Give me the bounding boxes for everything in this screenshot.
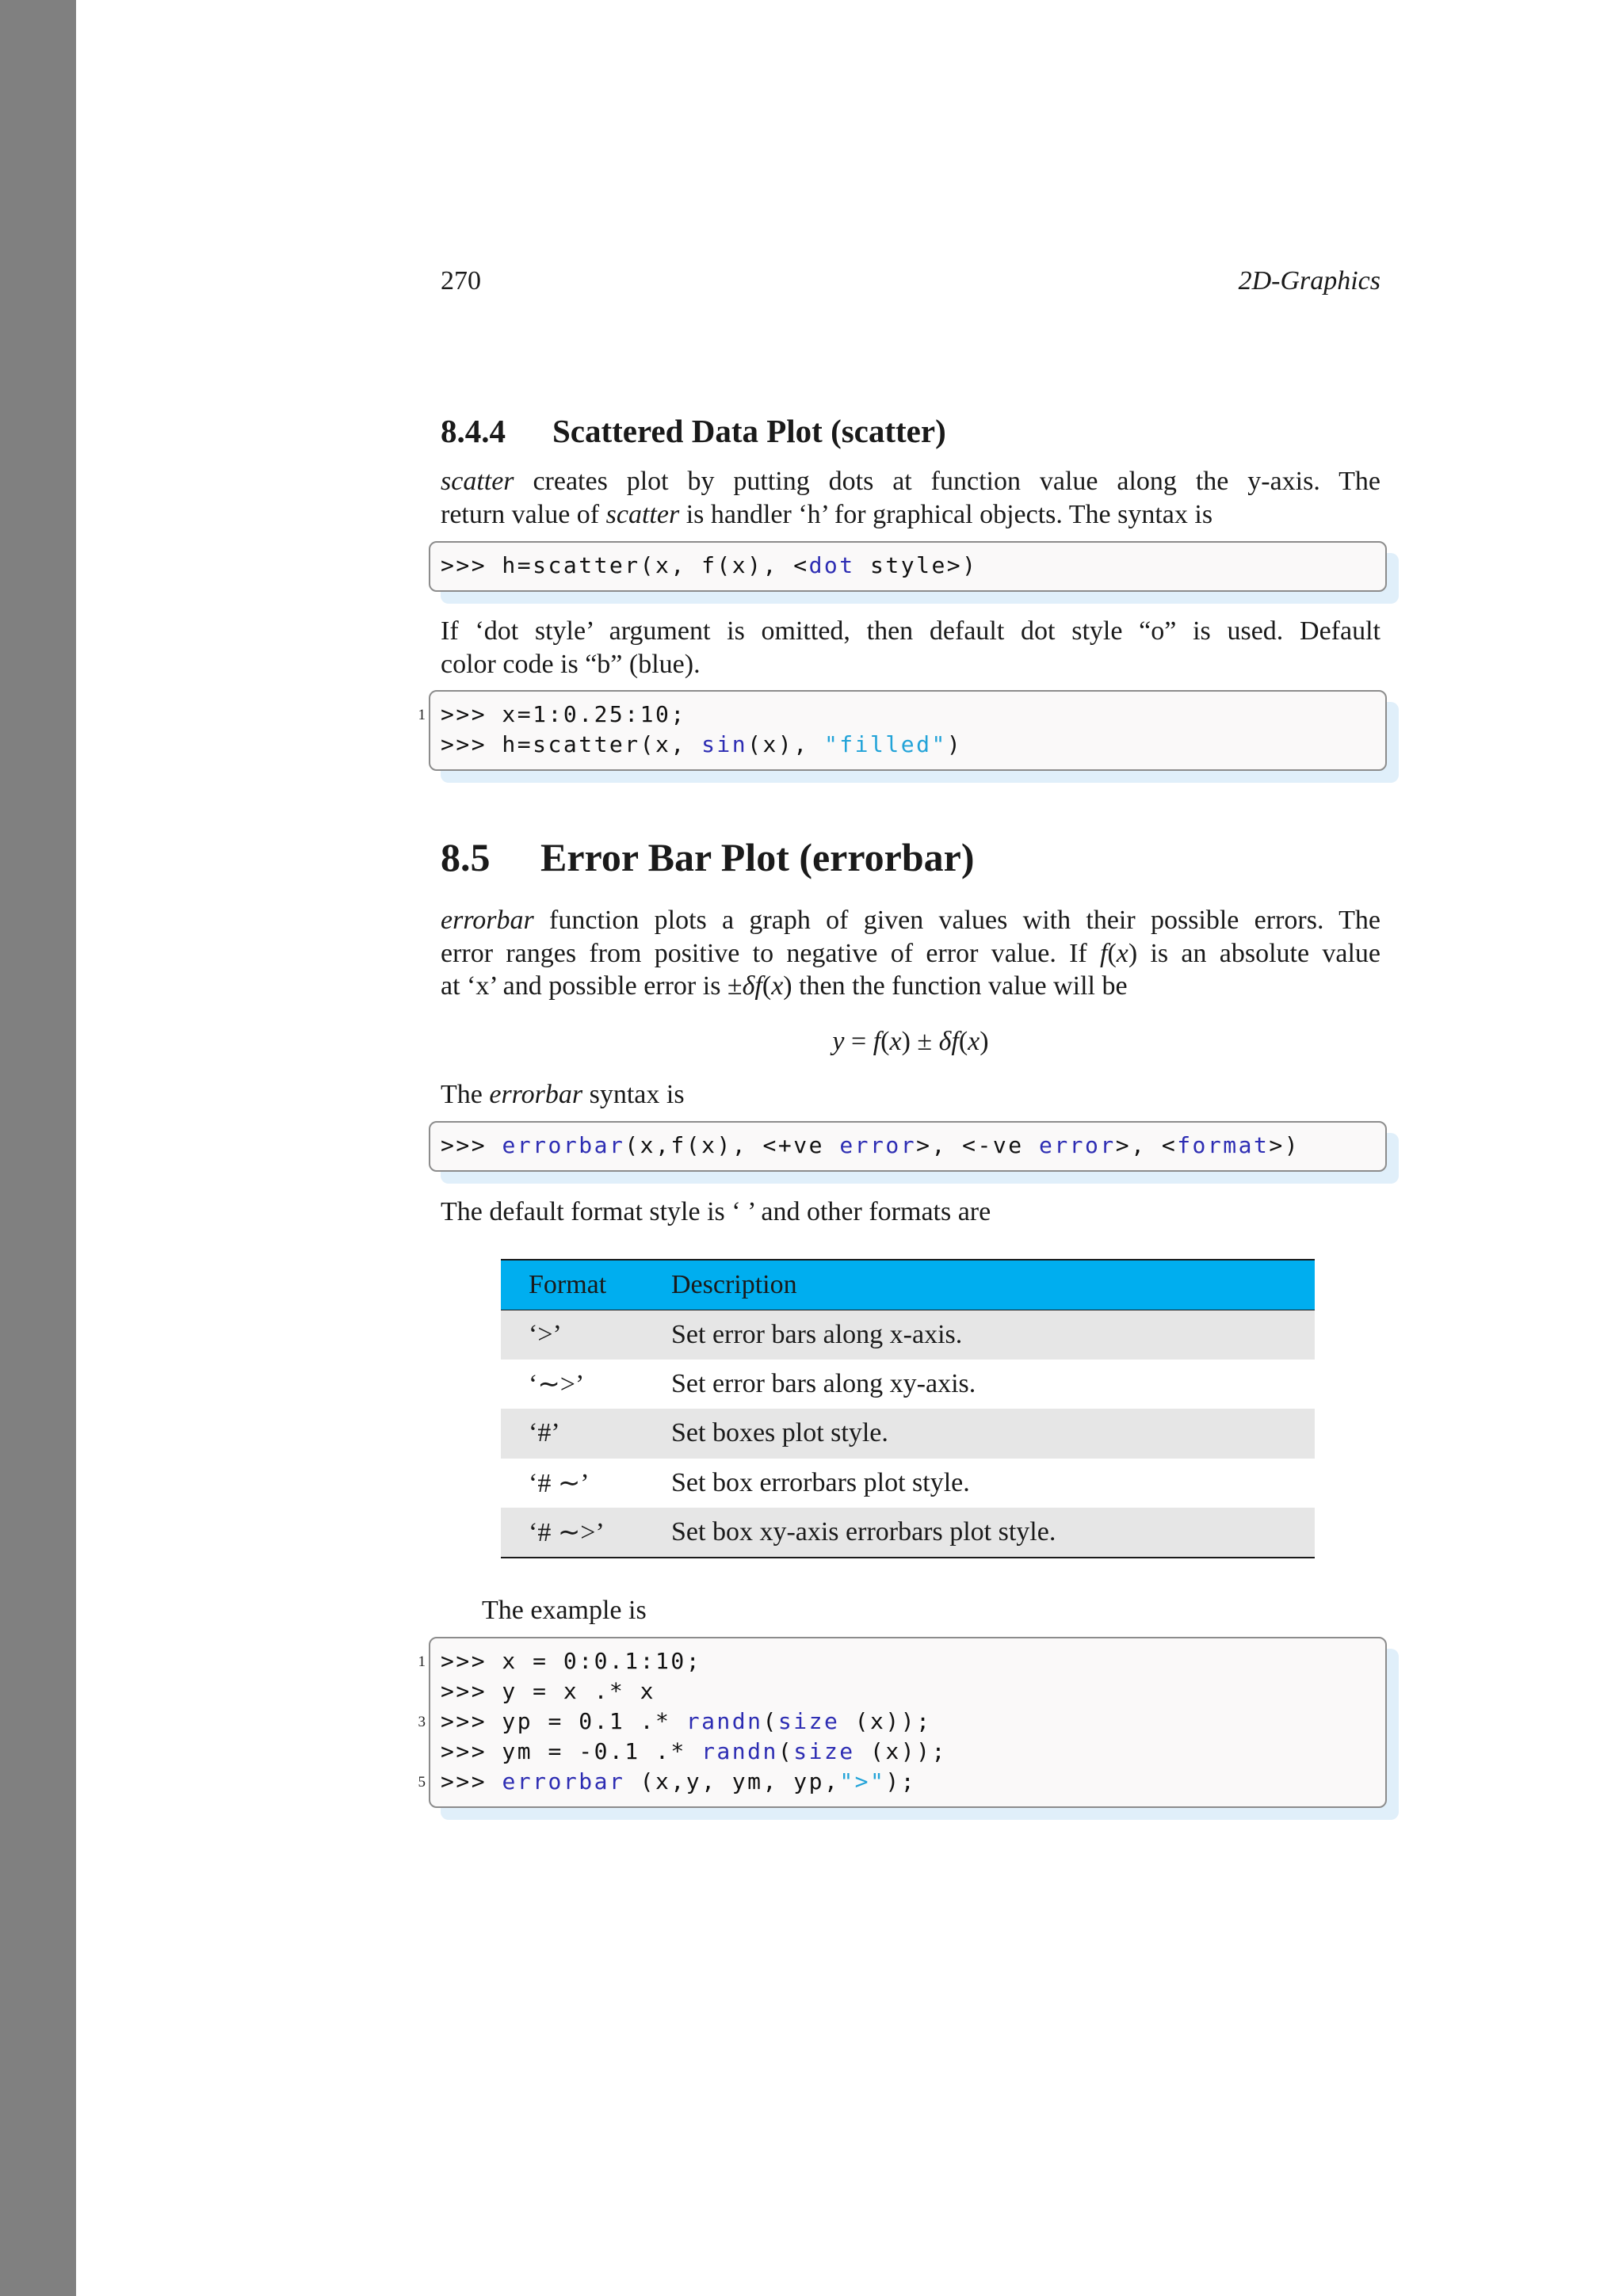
code-line <box>441 1676 1385 1707</box>
text-run: ( <box>880 1027 890 1056</box>
code-line <box>418 1767 1385 1797</box>
text-run: ( <box>958 1027 968 1056</box>
format-cell: ‘#’ <box>529 1418 560 1448</box>
code-string: ">" <box>839 1768 886 1794</box>
section-heading-scatter <box>441 412 946 450</box>
text-run: The <box>441 1080 490 1109</box>
code-text: >>> x=1:0.25:10; <box>441 701 686 727</box>
code-keyword: randn <box>701 1738 778 1764</box>
text-run: The default format style is ‘ ’ and other formats are <box>441 1197 991 1226</box>
code-line <box>441 1737 1385 1767</box>
text-run: ) then the function value will be <box>783 971 1128 1001</box>
code-line <box>418 1646 1385 1676</box>
description-cell: Set box errorbars plot style. <box>671 1467 970 1497</box>
format-cell: ‘∼>’ <box>529 1369 585 1399</box>
code-text: ( <box>762 1708 778 1734</box>
code-string: "filled" <box>823 731 947 757</box>
code-block-scatter-syntax <box>429 541 1387 592</box>
paragraph-scatter-note <box>441 615 1381 681</box>
section-title: Error Bar Plot (errorbar) <box>540 835 975 879</box>
code-block-errorbar-syntax <box>429 1121 1387 1172</box>
code-line <box>441 1131 1385 1161</box>
code-text: >>> <box>441 1132 502 1158</box>
italic-run: x <box>889 1027 902 1056</box>
code-text: (x)); <box>854 1738 947 1764</box>
description-cell: Set error bars along xy-axis. <box>671 1368 976 1398</box>
italic-run: x <box>771 971 784 1001</box>
italic-run: x <box>1116 938 1128 968</box>
code-line <box>441 730 1385 760</box>
code-text: style>) <box>854 552 978 578</box>
format-cell: ‘# ∼>’ <box>501 1508 671 1558</box>
line-number: 5 <box>418 1774 426 1791</box>
code-text: (x,y, ym, yp, <box>624 1768 840 1794</box>
code-line <box>418 1707 1385 1737</box>
description-cell: Set boxes plot style. <box>671 1418 888 1448</box>
code-keyword: sin <box>701 731 748 757</box>
text-line <box>441 1196 1381 1229</box>
text-line <box>441 937 1381 971</box>
table-row <box>501 1310 1315 1360</box>
code-keyword: errorbar <box>502 1768 625 1794</box>
line-number: 3 <box>418 1714 426 1730</box>
code-text: >>> ym = -0.1 .* <box>441 1738 702 1764</box>
text-run: If ‘dot style’ argument is omitted, then default dot style “o” is used. Default <box>441 616 1381 646</box>
code-text: (x,f(x), <+ve <box>624 1132 840 1158</box>
section-heading-errorbar <box>441 834 975 880</box>
italic-run: x <box>968 1027 980 1056</box>
italic-run: scatter <box>605 499 680 529</box>
text-run: error ranges from positive to negative of error value. If <box>441 938 1101 968</box>
code-text: >>> h=scatter(x, <box>441 731 702 757</box>
page-margin-bar <box>0 0 76 2296</box>
running-header <box>441 265 1381 298</box>
italic-run: δf <box>938 1027 959 1056</box>
paragraph-formats-intro <box>441 1196 1381 1229</box>
code-keyword: error <box>1038 1132 1116 1158</box>
paragraph-errorbar-intro <box>441 904 1381 1003</box>
code-line <box>418 700 1385 730</box>
code-keyword: size <box>793 1738 855 1764</box>
text-line <box>441 970 1381 1003</box>
column-header-format: Format <box>501 1260 671 1310</box>
section-number: 8.5 <box>441 835 491 879</box>
code-text: >>> y = x .* x <box>441 1678 656 1704</box>
text-line <box>441 904 1381 937</box>
code-text: >, <-ve <box>916 1132 1039 1158</box>
running-head-title: 2D-Graphics <box>1238 266 1381 296</box>
code-keyword: size <box>777 1708 840 1734</box>
display-equation <box>441 1025 1381 1058</box>
section-title: Scattered Data Plot (scatter) <box>552 413 946 449</box>
text-line <box>441 465 1381 498</box>
format-cell: ‘# ∼’ <box>529 1468 590 1498</box>
text-run: is handler ‘h’ for graphical objects. The syntax is <box>679 499 1213 529</box>
table-row <box>501 1360 1315 1409</box>
italic-run: f <box>1100 938 1108 968</box>
description-cell: Set error bars along x-axis. <box>671 1319 963 1349</box>
code-block-scatter-example <box>418 690 1387 771</box>
text-run: function plots a graph of given values with their possible errors. The <box>533 906 1381 935</box>
code-keyword: format <box>1177 1132 1270 1158</box>
text-run: creates plot by putting dots at function value along the y-axis. The <box>514 467 1381 496</box>
text-line <box>441 1078 1381 1112</box>
table-row <box>501 1508 1315 1558</box>
code-text: ); <box>885 1768 917 1794</box>
italic-run: errorbar <box>441 906 534 935</box>
section-number: 8.4.4 <box>441 413 506 449</box>
code-text: >>> h=scatter(x, f(x), < <box>441 552 809 578</box>
code-text: >>> yp = 0.1 .* <box>441 1708 686 1734</box>
text-run: ) <box>980 1027 989 1056</box>
table-row <box>501 1459 1315 1508</box>
table-row <box>501 1409 1315 1459</box>
format-cell: ‘>’ <box>529 1319 562 1349</box>
description-cell: Set box xy-axis errorbars plot style. <box>671 1508 1315 1558</box>
code-keyword: dot <box>808 552 855 578</box>
code-text: >) <box>1269 1132 1300 1158</box>
italic-run: scatter <box>441 467 514 496</box>
text-run: ( <box>1107 938 1117 968</box>
text-run: at ‘x’ and possible error is ± <box>441 971 743 1001</box>
text-run: ) is an absolute value <box>1128 938 1381 968</box>
code-text: (x), <box>747 731 824 757</box>
paragraph-example-intro <box>482 1594 1381 1627</box>
code-text: ( <box>777 1738 794 1764</box>
italic-run: δf <box>742 971 762 1001</box>
code-text: >, < <box>1115 1132 1178 1158</box>
text-line <box>441 648 1381 681</box>
code-text: (x)); <box>839 1708 932 1734</box>
text-run: ) ± <box>901 1027 939 1056</box>
code-keyword: error <box>839 1132 917 1158</box>
table-header-row <box>501 1260 1315 1310</box>
text-run: = <box>844 1027 873 1056</box>
text-run: color code is “b” (blue). <box>441 649 701 679</box>
column-header-description: Description <box>671 1260 1315 1310</box>
paragraph-errorbar-syntax-intro <box>441 1078 1381 1112</box>
italic-run: errorbar <box>489 1080 583 1109</box>
text-line <box>441 615 1381 648</box>
format-table <box>501 1259 1315 1558</box>
code-line <box>441 551 1385 581</box>
italic-run: f <box>873 1027 881 1056</box>
code-keyword: randn <box>685 1708 763 1734</box>
text-line <box>441 498 1381 532</box>
text-run: return value of <box>441 499 606 529</box>
code-keyword: errorbar <box>502 1132 625 1158</box>
text-line <box>482 1594 1381 1627</box>
line-number: 1 <box>418 1653 426 1670</box>
code-text: ) <box>946 731 963 757</box>
code-text: >>> <box>441 1768 502 1794</box>
text-run: syntax is <box>582 1080 685 1109</box>
italic-run: y <box>832 1027 845 1056</box>
code-text: >>> x = 0:0.1:10; <box>441 1648 702 1674</box>
text-run: The example is <box>482 1596 647 1625</box>
code-block-errorbar-example <box>418 1637 1387 1808</box>
page-number: 270 <box>441 266 481 296</box>
paragraph-scatter-intro <box>441 465 1381 531</box>
text-run: ( <box>762 971 772 1001</box>
line-number: 1 <box>418 707 426 723</box>
